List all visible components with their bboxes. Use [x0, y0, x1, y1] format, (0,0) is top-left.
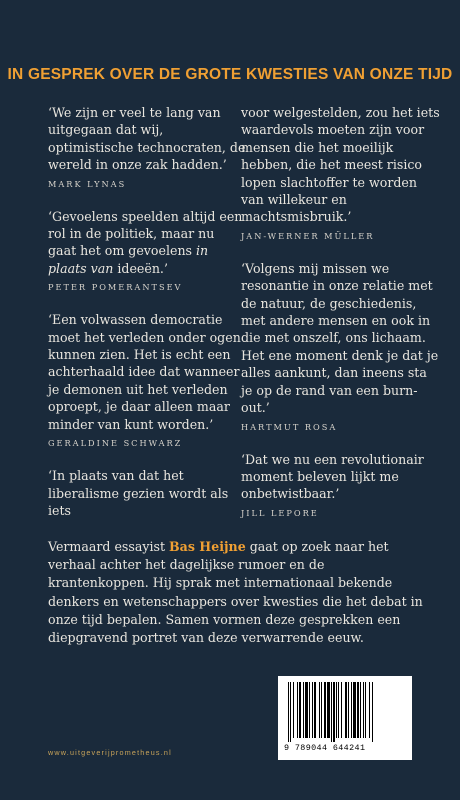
barcode-bar [290, 682, 291, 742]
barcode-bar [360, 682, 361, 738]
author-lepore: JILL LEPORE [241, 507, 319, 518]
quote-muller-start: ‘In plaats van dat het liberalisme gezien wordt als iets [48, 468, 229, 518]
barcode-bar [353, 682, 356, 738]
headline: IN GESPREK OVER DE GROTE KWESTIES VAN ONZE TIJD [7, 66, 453, 83]
barcode [278, 676, 412, 760]
barcode-bar [312, 682, 313, 738]
barcode-bar [299, 682, 301, 738]
barcode-bars [288, 682, 402, 742]
barcode-bar [363, 682, 364, 738]
barcode-bar [321, 682, 322, 738]
publisher-website[interactable]: www.uitgeverijprometheus.nl [48, 748, 172, 757]
author-rosa: HARTMUT ROSA [241, 421, 338, 432]
barcode-bar [293, 682, 294, 738]
barcode-bar [336, 682, 337, 738]
quote-pomerantsev: ‘Gevoelens speelden altijd een rol in de politiek, maar nu gaat het om gevoelens in plaats van ideeën.’ [48, 208, 243, 276]
quote-schwarz: ‘Een volwassen democratie moet het verleden onder ogen kunnen zien. Het is echt een achterhaald idee dat wanneer je demonen uit het verleden oproept, je daar alleen maar minder van kunt worden.’ [48, 312, 241, 432]
author-name-highlight: Bas Heijne [169, 539, 246, 554]
quote-lynas: ‘We zijn er veel te lang van uitgegaan dat wij, optimistische technocraten, de wereld in onze zak hadden.’ [48, 105, 246, 173]
barcode-bar [305, 682, 308, 738]
quote-lepore: ‘Dat we nu een revolutionair moment beleven lijkt me onbetwistbaar.’ [241, 451, 424, 502]
barcode-bar [348, 682, 349, 738]
barcode-bar [369, 682, 370, 738]
author-lynas: MARK LYNAS [48, 178, 127, 189]
author-muller: JAN-WERNER MÜLLER [241, 230, 375, 241]
barcode-bar [365, 682, 366, 738]
barcode-number: 9 789044 644241 [284, 743, 366, 753]
quote-column-right [241, 104, 441, 537]
barcode-bar [327, 682, 330, 738]
author-pomerantsev: PETER POMERANTSEV [48, 282, 183, 293]
barcode-bar [324, 682, 326, 738]
blurb: Vermaard essayist Bas Heijne gaat op zoek naar het verhaal achter het dagelijkse rumoer en de krantenkoppen. Hij sprak met internationaal bekende denkers en wetenschappers over kwesties die het debat in onze tijd bepalen. Samen vormen deze gesprekken een diepgravend portret van deze verwarrende eeuw. [48, 539, 423, 646]
barcode-bar [303, 682, 304, 738]
quote-muller-end: voor welgestelden, zou het iets waardevols moeten zijn voor mensen die het moeilijk hebben, die het meest risico lopen slachtoffer te worden van willekeur en machtsmisbruik.’ [241, 105, 440, 225]
quote-column-left [48, 104, 246, 519]
barcode-bar [333, 682, 335, 742]
quote-rosa: ‘Volgens mij missen we resonantie in onze relatie met de natuur, de geschiedenis, met andere mensen en ook in die met onszelf, ons lichaam. Het ene moment denk je dat je alles aankunt, dan ineens sta je op de rand van een burn-out.’ [241, 260, 439, 416]
barcode-bar [345, 682, 347, 738]
barcode-bar [357, 682, 359, 738]
quote-emphasis: in plaats van [48, 243, 209, 276]
barcode-bar [351, 682, 352, 738]
barcode-bar [331, 682, 332, 742]
barcode-bar [341, 682, 342, 738]
author-schwarz: GERALDINE SCHWARZ [48, 438, 183, 449]
barcode-bar [309, 682, 310, 738]
barcode-bar [288, 682, 289, 742]
barcode-bar [338, 682, 339, 738]
barcode-bar [319, 682, 320, 738]
barcode-bar [372, 682, 373, 742]
barcode-bar [297, 682, 298, 738]
barcode-bar [314, 682, 316, 738]
